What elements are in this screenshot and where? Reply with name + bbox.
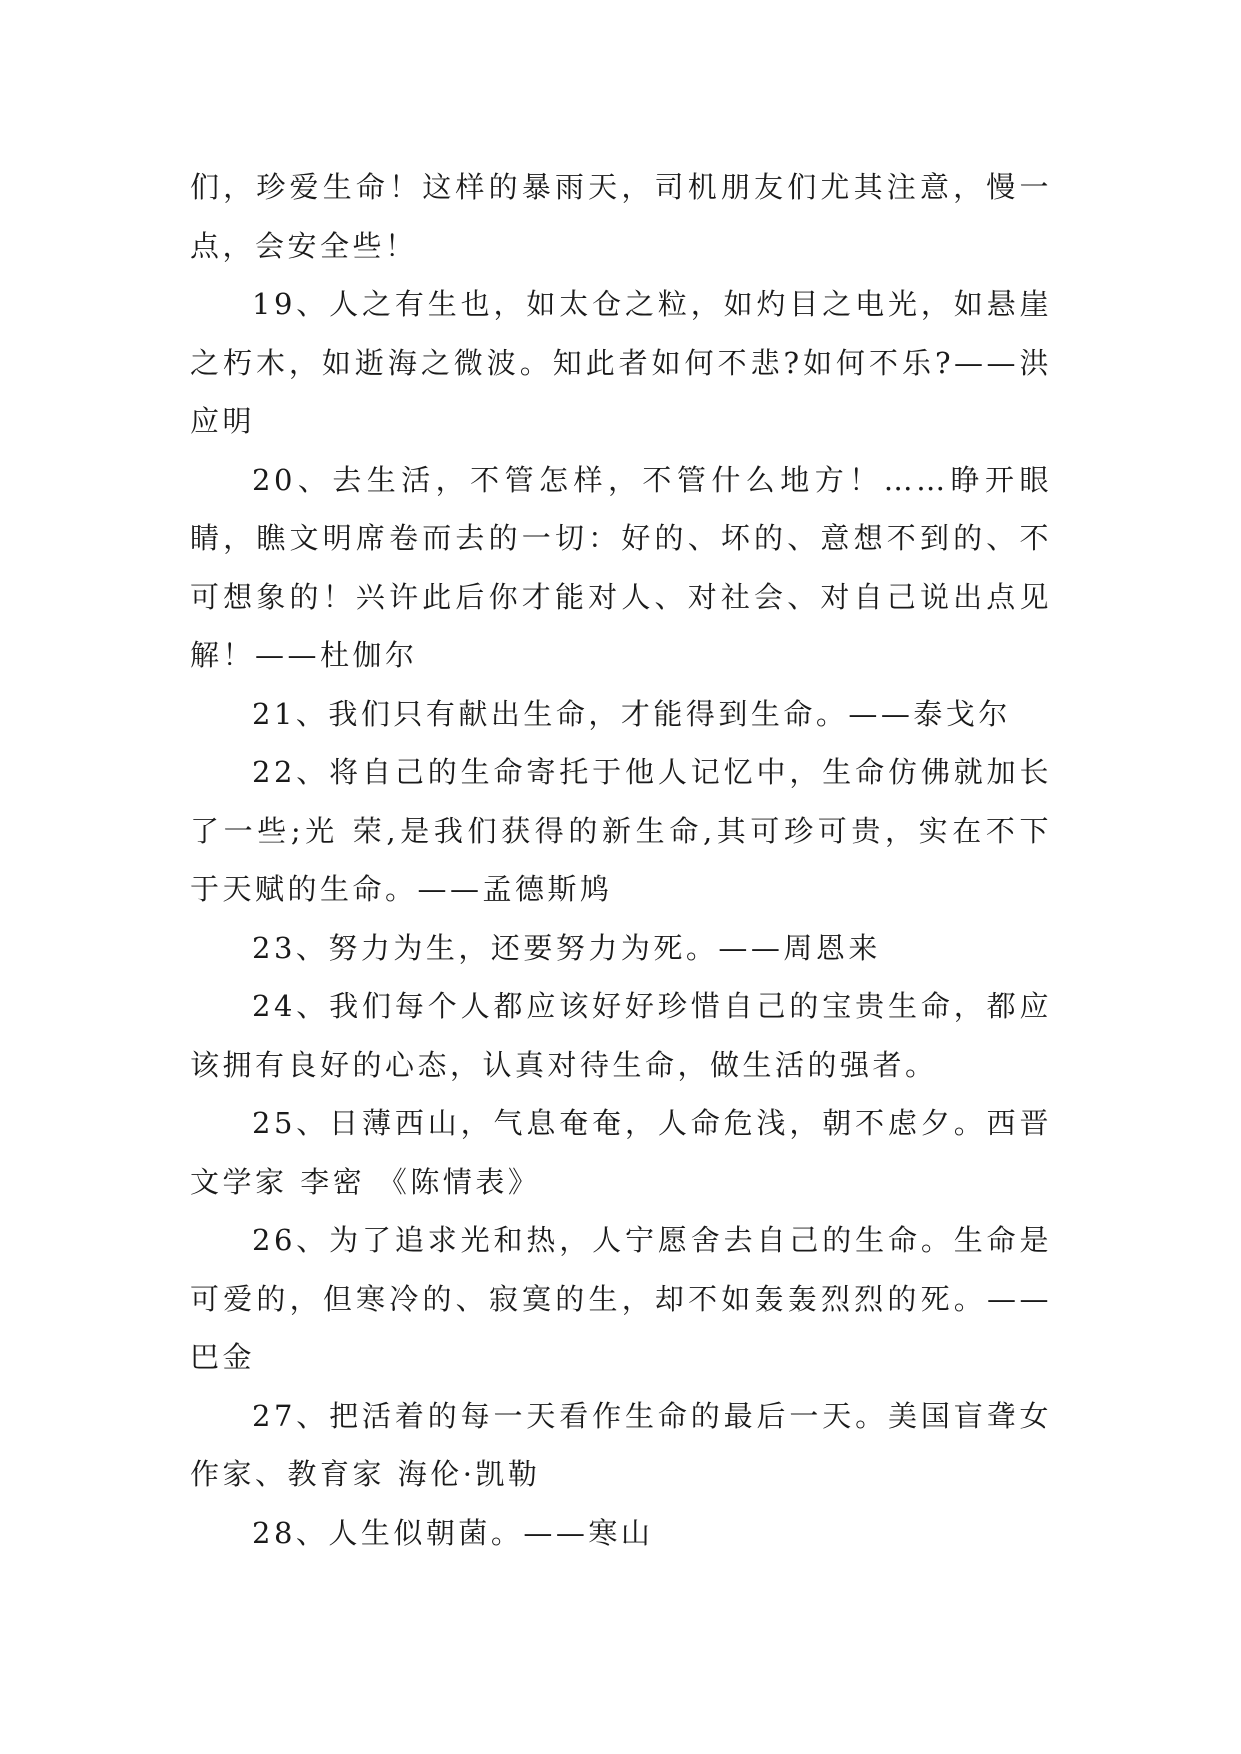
document-body [190,158,1052,1562]
quote-21: 21、我们只有献出生命，才能得到生命。——泰戈尔 [252,696,1011,731]
quote-25: 25、日薄西山，气息奄奄，人命危浅，朝不虑夕。西晋文学家 李密 《陈情表》 [190,1106,1052,1199]
quote-24: 24、我们每个人都应该好好珍惜自己的宝贵生命，都应该拥有良好的心态，认真对待生命，做生活的强者。 [190,989,1052,1082]
quote-20: 20、去生活，不管怎样，不管什么地方！……睁开眼睛，瞧文明席卷而去的一切：好的、坏的、意想不到的、不可想象的！兴许此后你才能对人、对社会、对自己说出点见解！——杜伽尔 [190,462,1052,672]
quote-19: 19、人之有生也，如太仓之粒，如灼目之电光，如悬崖之朽木，如逝海之微波。知此者如何不悲?如何不乐?——洪应明 [190,287,1052,438]
quote-27: 27、把活着的每一天看作生命的最后一天。美国盲聋女作家、教育家 海伦·凯勒 [190,1398,1052,1491]
quote-28: 28、人生似朝菌。——寒山 [252,1515,654,1550]
quote-26: 26、为了追求光和热，人宁愿舍去自己的生命。生命是可爱的，但寒冷的、寂寞的生，却不如轰轰烈烈的死。——巴金 [190,1223,1052,1374]
quote-23: 23、努力为生，还要努力为死。——周恩来 [252,930,881,965]
paragraph-continued: 们，珍爱生命！这样的暴雨天，司机朋友们尤其注意，慢一点，会安全些！ [190,170,1052,263]
quote-22: 22、将自己的生命寄托于他人记忆中，生命仿佛就加长了一些;光 荣,是我们获得的新生命,其可珍可贵，实在不下于天赋的生命。——孟德斯鸠 [190,755,1052,906]
